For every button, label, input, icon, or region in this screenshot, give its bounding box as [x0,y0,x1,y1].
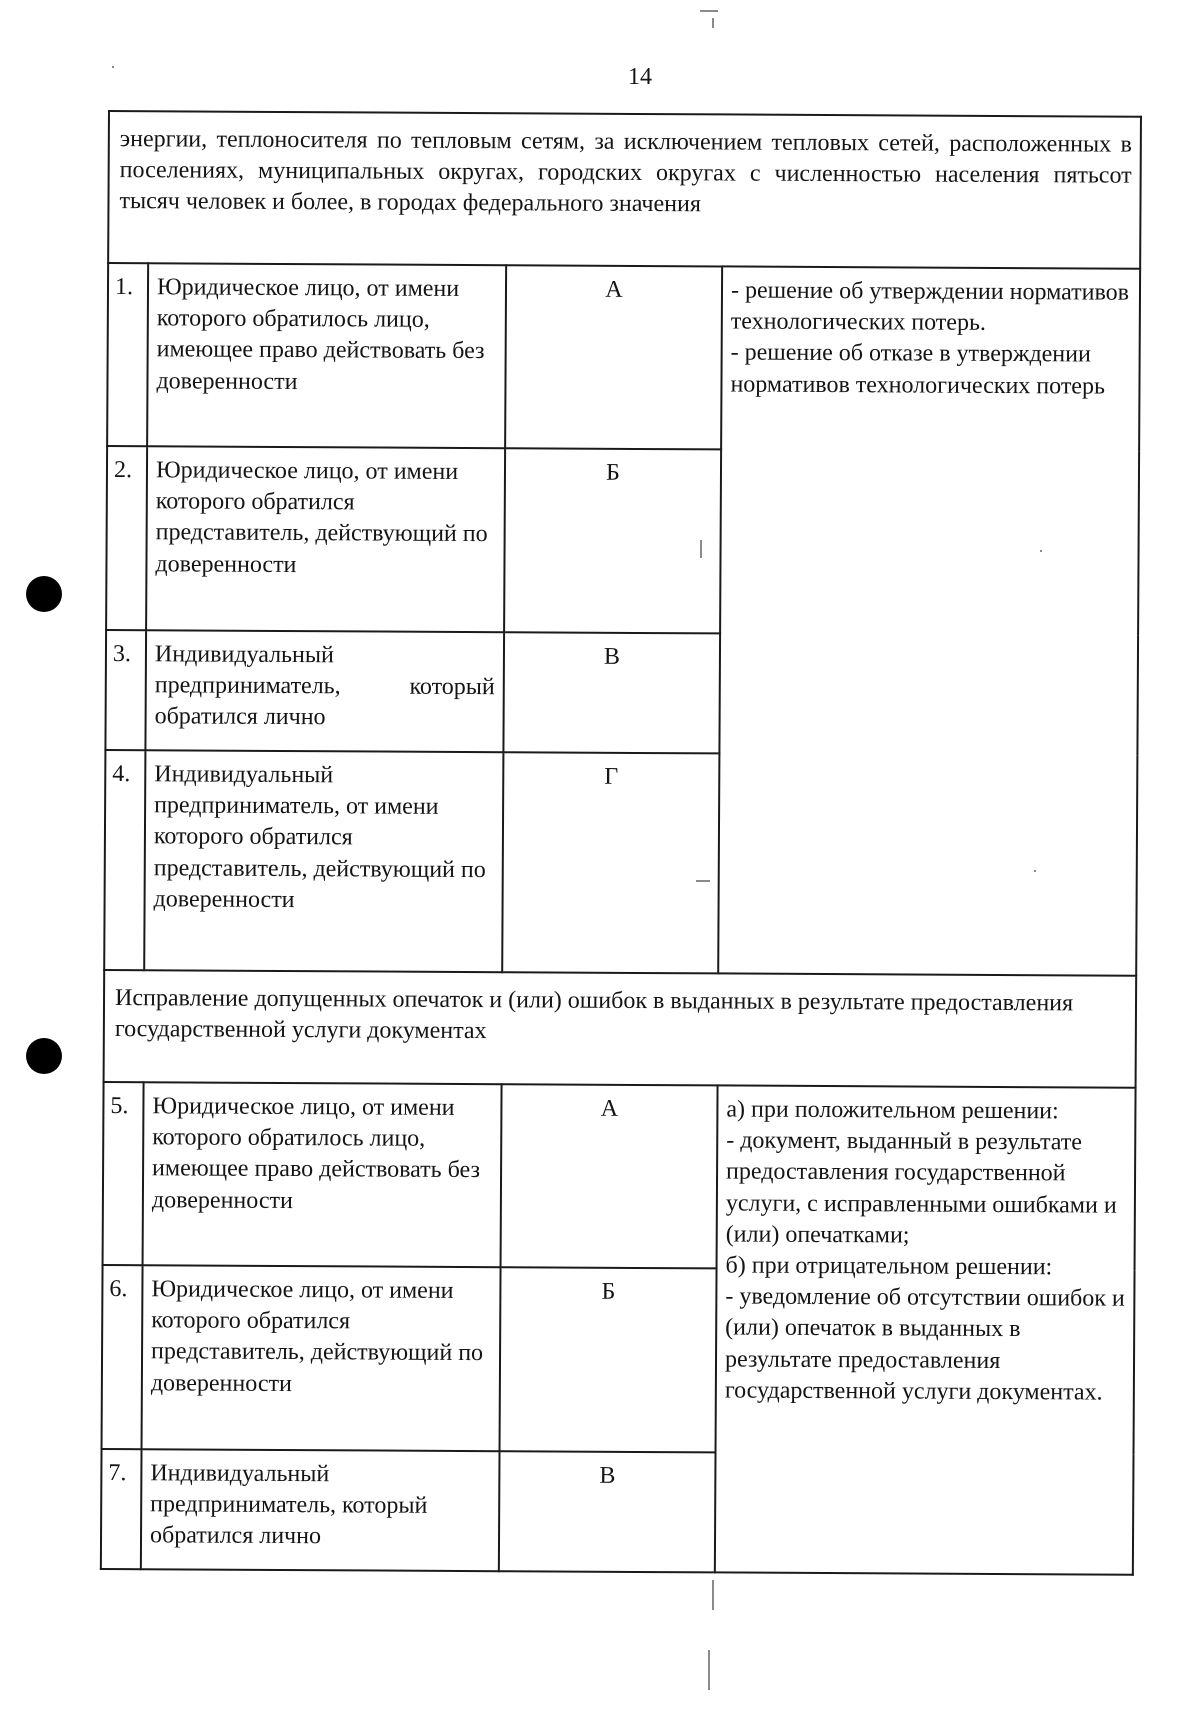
applicant-cell: Юридическое лицо, от имени которого обратился представитель, действующий по доверенности [146,446,505,632]
applicant-cell: Индивидуальный предприниматель, который обратился лично [145,630,504,752]
scan-speck [712,18,714,28]
variant-code: А [505,265,722,449]
variant-code: А [501,1084,718,1268]
scan-speck [1040,550,1042,552]
scan-speck [112,66,114,68]
applicant-cell: Юридическое лицо, от имени которого обратился представитель, действующий по доверенности [142,1265,501,1451]
section-header-row [104,970,1137,1088]
row-number: 3. [105,630,146,750]
variant-code: В [499,1451,716,1572]
variant-code: В [503,632,720,753]
services-table [100,110,1142,1576]
applicant-cell: Юридическое лицо, от имени которого обратилось лицо, имеющее право действовать без доверенности [147,263,506,448]
scan-speck [708,1650,710,1690]
scan-speck [700,540,702,558]
scan-speck [1034,870,1036,872]
variant-code: Б [500,1267,717,1452]
row-number: 7. [101,1449,142,1569]
variant-code: Б [504,448,721,633]
section-1-result: - решение об утверждении нормативов технологических потерь. - решение об отказе в утверждении нормативов технологических потерь [718,266,1140,975]
table-row [103,1082,1136,1271]
variant-code: Г [502,752,719,973]
scan-speck [712,1580,714,1610]
row-number: 2. [106,446,147,630]
row-number: 1. [107,263,148,446]
row-number: 6. [102,1265,143,1449]
table-row [107,263,1140,452]
punch-hole-mark [26,1038,62,1074]
scan-speck [696,880,710,882]
applicant-cell: Индивидуальный предприниматель, который обратился лично [141,1449,500,1571]
section-header-row [108,111,1141,269]
page-number: 14 [628,64,652,90]
row-number: 4. [104,750,145,970]
scan-speck [700,10,718,12]
section-2-result: а) при положительном решении: - документ, выданный в результате предоставления государственной услуги, с исправленными ошибками и (или) опечатками; б) при отрицательном решении: - уведомление об отсутствии ошибок и (или) опечаток в выданных в результате предоставления государственной услуги документах. [715,1085,1136,1574]
punch-hole-mark [26,576,62,612]
applicant-cell: Индивидуальный предприниматель, от имени которого обратился представитель, действующий по доверенности [144,750,503,972]
row-number: 5. [103,1082,144,1265]
section-2-header: Исправление допущенных опечаток и (или) ошибок в выданных в результате предоставления государственной услуги документах [104,970,1137,1088]
applicant-cell: Юридическое лицо, от имени которого обратилось лицо, имеющее право действовать без доверенности [143,1082,502,1267]
section-1-header: энергии, теплоносителя по тепловым сетям, за исключением тепловых сетей, расположенных в поселениях, муниципальных округах, городских округах с численностью населения пятьсот тысяч человек и более, в городах федерального значения [108,111,1141,269]
